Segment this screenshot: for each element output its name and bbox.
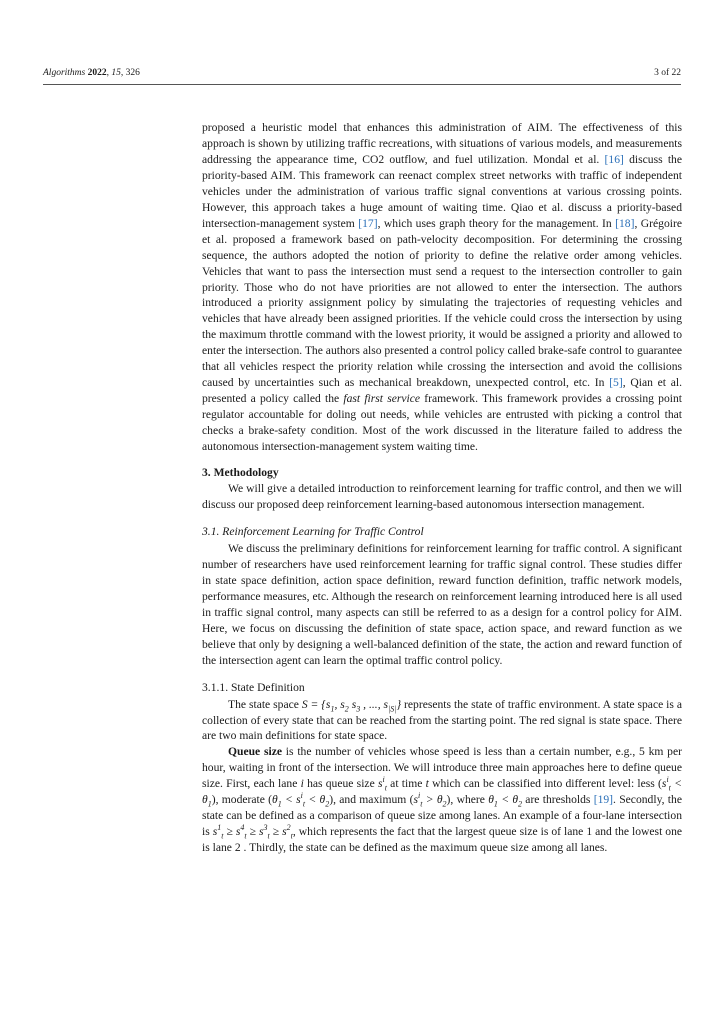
section-heading-methodology: 3. Methodology bbox=[202, 466, 279, 480]
subsection-heading-rl: 3.1. Reinforcement Learning for Traffic Control bbox=[202, 524, 424, 538]
journal-citation: Algorithms 2022, 15, 326 bbox=[43, 68, 140, 78]
citation-link[interactable]: [18] bbox=[615, 216, 635, 230]
citation-link[interactable]: [16] bbox=[604, 152, 624, 166]
paragraph-methodology-intro: We will give a detailed introduction to reinforcement learning for traffic control, and then we will discuss our proposed deep reinforcement learning-based autonomous intersection management. bbox=[202, 482, 682, 511]
citation-link[interactable]: [5] bbox=[609, 376, 623, 390]
paragraph-state-space: The state space $S = \{s_1$, $s_2$ $s_3$ , ..., $s_{|S|}$} represents the state of traffic environment. A state space is a collection of every state that can be reached from the starting point. The red signal is state space. There are two main definitions for state space. bbox=[202, 697, 682, 743]
running-header bbox=[43, 68, 681, 82]
paragraph-queue-size: Queue size is the number of vehicles whose speed is less than a certain number, e.g., 5 km per hour, waiting in front of the intersection. We will introduce three main approaches here to define queue size. First, each lane i has queue size $s^i_t$ at time t which can be classified into different level: less $(s^i_t < \theta_1)$, moderate $(\theta_1 < s^i_t < \theta_2)$, and maximum $(s^i_t > \theta_2)$, where $\theta_1 < \theta_2$ are thresholds [19]. Secondly, the state can be defined as a comparison of queue size among lanes. An example of a four-lane intersection is $s^1_t \ge s^4_t \ge s^3_t \ge s^2_t$, which represents the fact that the largest queue size is of lane 1 and the lowest one is lane 2 . Thirdly, the state can be defined as the maximum queue size among all lanes. bbox=[202, 745, 683, 855]
page-number: 3 of 22 bbox=[654, 68, 681, 78]
main-column bbox=[202, 120, 682, 856]
paragraph-intro-continued: proposed a heuristic model that enhances this administration of AIM. The effectiveness of this approach is shown by utilizing traffic recreations, with situations of various models, and measurements addressing the appearance time, CO2 outflow, and fuel utilization. Mondal et al. [16] discuss the priority-based AIM. This framework can reenact complex street networks with traffic of independent vehicles under the administration of various traffic signal conventions at various crossing points. However, this approach takes a huge amount of waiting time. Qiao et al. discuss a priority-based intersection-management system [17], which uses graph theory for the management. In [18], Grégoire et al. proposed a framework based on path-velocity decomposition. For determining the crossing sequence, the authors adopted the notion of priority to define the relative order among vehicles. Vehicles that want to pass the intersection must send a request to the intersection controller to gain priority. Those who do not have priorities are not allowed to enter the intersection. The authors introduced a priority assignment policy by simulating the trajectories of requesting vehicles and vehicles that have already been assigned priorities. If the vehicle could cross the intersection by using the maximum throttle command with the lowest priority, it would be assigned a priority and allowed to enter the intersection. The authors also presented a control policy called brake-safe control to guarantee that all vehicles respect the priority relation while crossing the intersection and avoid the collisions caused by uncertainties such as mechanical breakdown, unexpected control, etc. In [5], Qian et al. presented a policy called the fast first service framework. This framework provides a crossing point regulator accountable for doling out needs, while vehicles are entrusted with picking a control that checks a brake-safety condition. Most of the work discussed in the literature failed to address the autonomous intersection-management system waiting time. bbox=[202, 121, 682, 454]
subsubsection-heading-state: 3.1.1. State Definition bbox=[202, 680, 305, 694]
citation-link[interactable]: [17] bbox=[358, 216, 378, 230]
header-divider bbox=[43, 84, 681, 85]
citation-link[interactable]: [19] bbox=[593, 793, 614, 807]
state-space-formula: $S = \{s_1$, $s_2$ $s_3$ , ..., $s_{|S|}$} bbox=[301, 697, 402, 713]
paragraph-rl: We discuss the preliminary definitions for reinforcement learning for traffic control. A significant number of researchers have used reinforcement learning for traffic signal control. These studies differ in state space definition, action space definition, reward function definition, traffic network models, performance measures, etc. Although the research on reinforcement learning introduced here is all used in traffic signal control, many aspects can still be referred to as a design for a control policy for AIM. Here, we focus on discussing the definition of state space, action space, and reward function as we believe that only by designing a well-balanced definition of the state, the action and reward function of the intersection agent can learn the optimal traffic control policy. bbox=[202, 541, 682, 667]
